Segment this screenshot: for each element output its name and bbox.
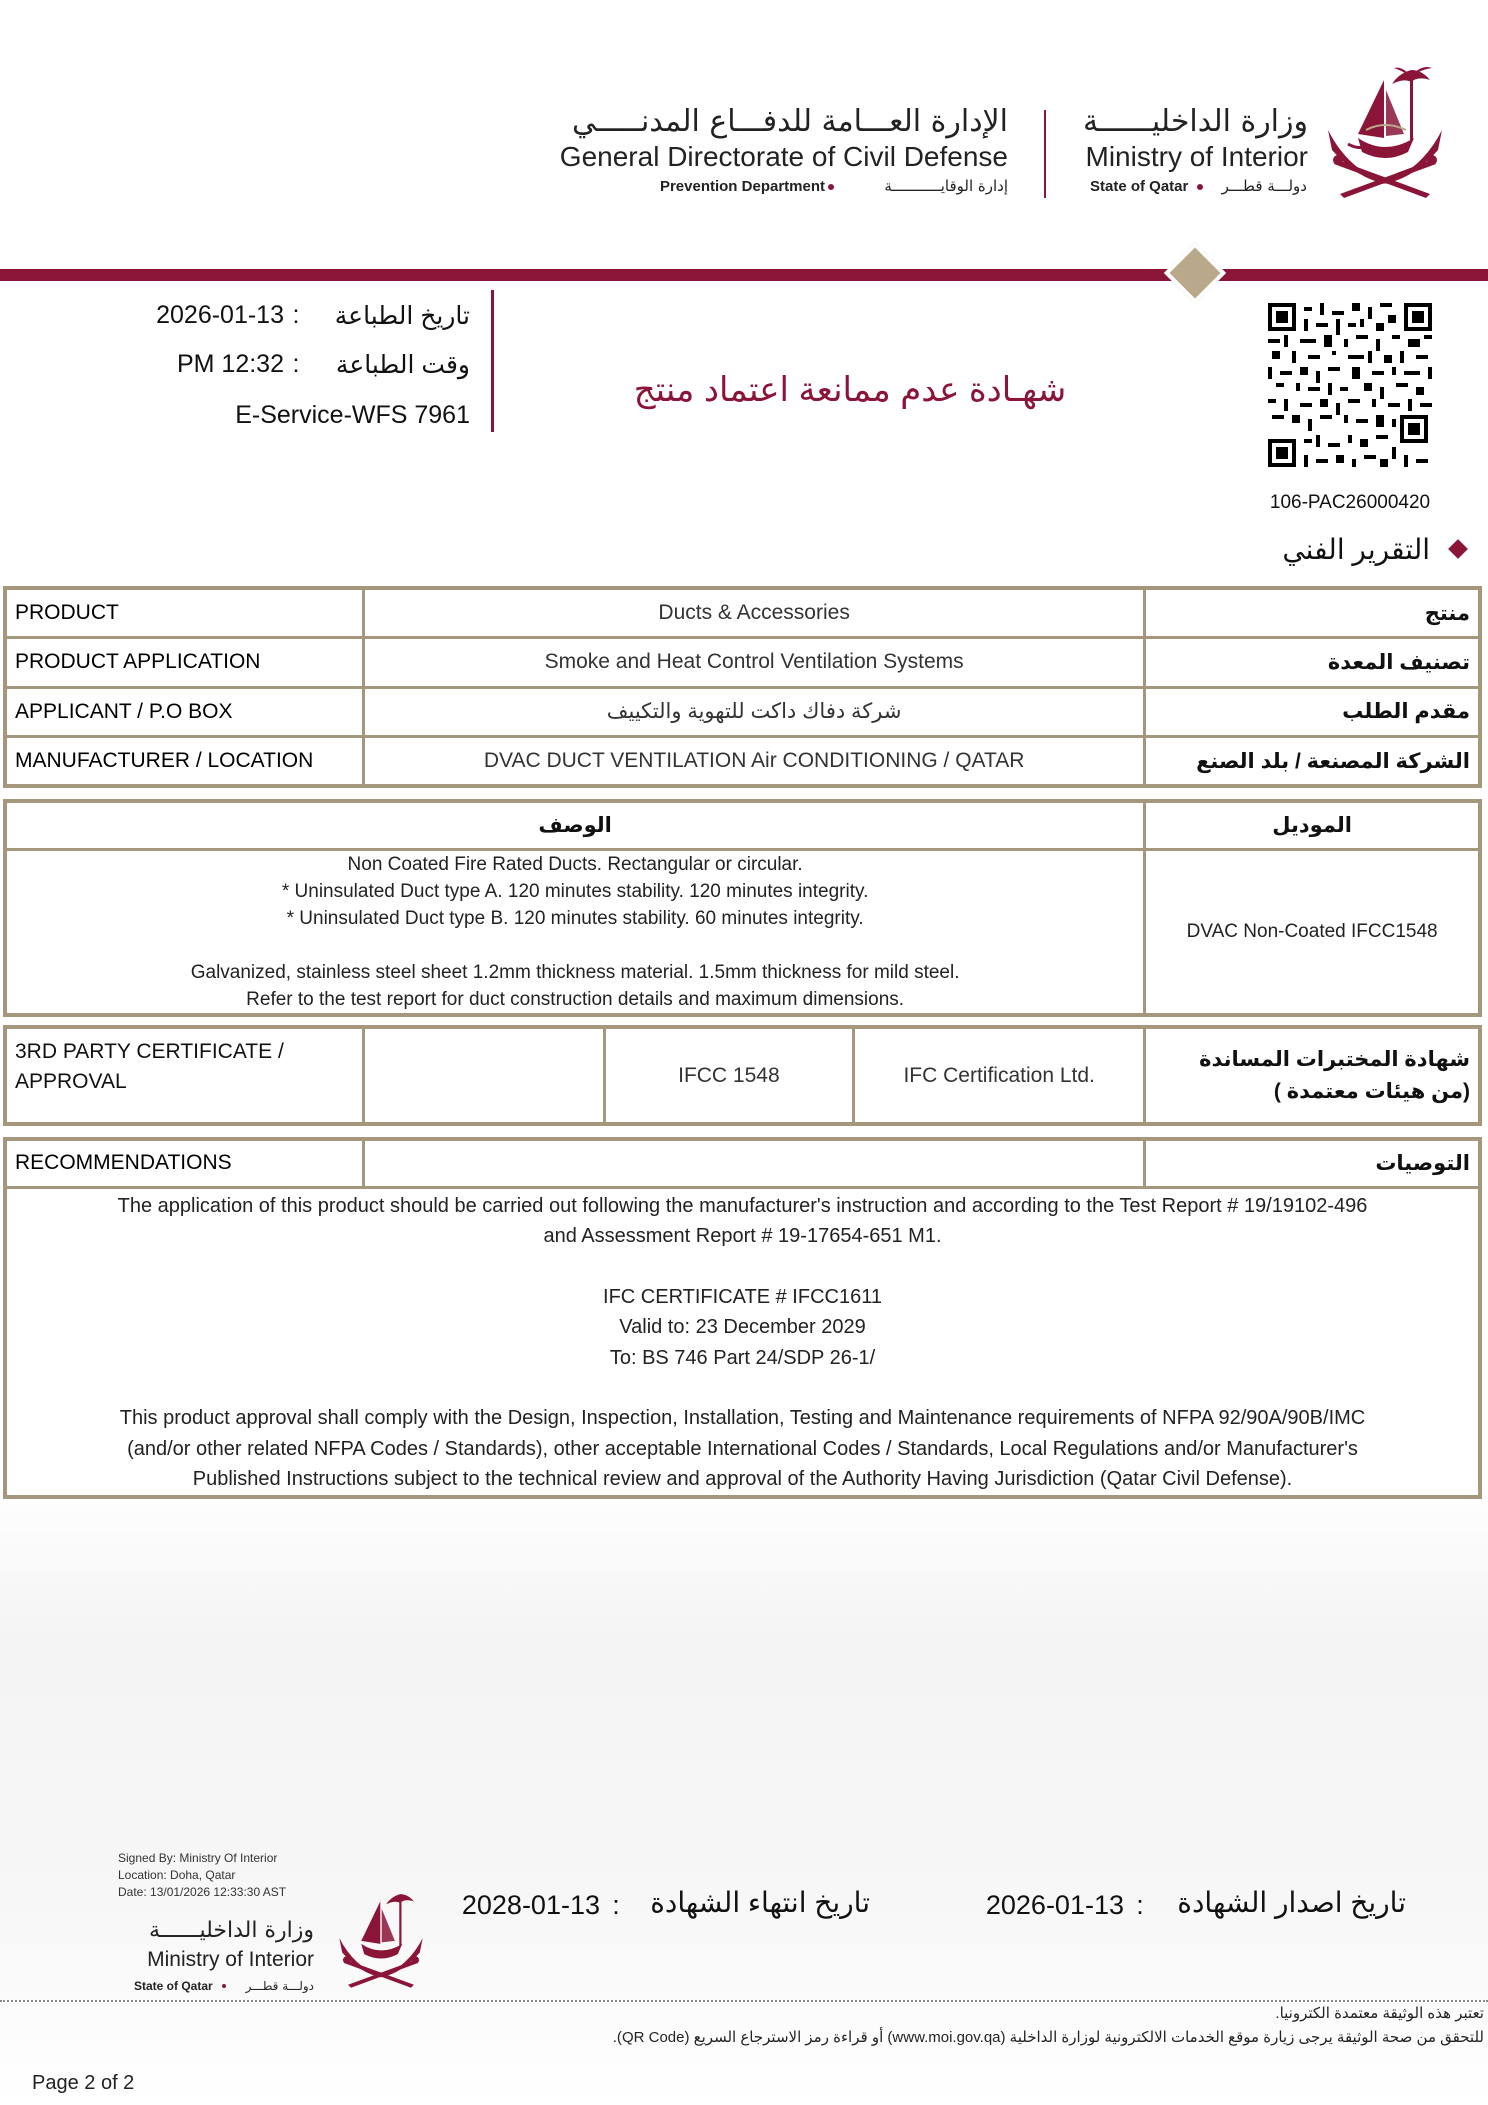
- description-line: [15, 932, 1135, 959]
- info-value: DVAC DUCT VENTILATION Air CONDITIONING / QATAR: [363, 737, 1145, 787]
- signature-location: Location: Doha, Qatar: [118, 1868, 236, 1882]
- recommendations-table: [3, 1137, 1482, 1499]
- ministry-title-ar: وزارة الداخليــــــة: [1083, 104, 1308, 139]
- third-party-cert-number: IFCC 1548: [604, 1027, 853, 1124]
- recommendation-line: [15, 1373, 1470, 1403]
- third-party-table: [3, 1025, 1482, 1126]
- recommendations-label-en: RECOMMENDATIONS: [5, 1139, 364, 1187]
- state-of-qatar-en: State of Qatar: [1090, 178, 1189, 195]
- print-date-separator: :: [292, 301, 300, 329]
- section-title: التقرير الفني: [1282, 534, 1430, 565]
- table-row: [5, 801, 1480, 849]
- verify-note: للتحقق من صحة الوثيقة يرجى زيارة موقع الخدمات الالكترونية لوزارة الداخلية (www.moi.gov.qa) أو قراءة رمز الاسترجاع السريع (QR Code).: [612, 2029, 1484, 2046]
- print-time-value: PM 12:32: [176, 350, 284, 378]
- electronic-note: تعتبر هذه الوثيقة معتمدة الكترونيا.: [1275, 2005, 1484, 2022]
- info-value: Ducts & Accessories: [363, 588, 1145, 638]
- footer-state-ar: دولـــة قطـــر: [245, 1979, 314, 1993]
- meta-divider: [491, 290, 494, 432]
- prevention-dept-ar: إدارة الوقايـــــــــــة: [884, 177, 1008, 195]
- qatar-emblem-icon: [1318, 60, 1452, 200]
- prevention-dept-en: Prevention Department: [659, 178, 825, 195]
- info-value: Smoke and Heat Control Ventilation Systems: [363, 638, 1145, 688]
- ministry-title-en: Ministry of Interior: [1085, 141, 1308, 172]
- model-value: DVAC Non-Coated IFCC1548: [1145, 849, 1480, 1015]
- print-time-label: وقت الطباعة: [335, 351, 470, 379]
- product-info-table: [3, 586, 1482, 788]
- expiry-date-label: تاريخ انتهاء الشهادة: [650, 1887, 870, 1918]
- model-header: الموديل: [1145, 801, 1480, 849]
- description-line: Refer to the test report for duct construction details and maximum dimensions.: [246, 988, 905, 1010]
- info-label-ar: منتج: [1145, 588, 1480, 638]
- recommendation-line: This product approval shall comply with the Design, Inspection, Installation, Testing and Maintenance requirements of NFPA 92/90A/90B/IMC: [119, 1407, 1366, 1430]
- header-divider: [1044, 110, 1046, 198]
- print-time-separator: :: [292, 350, 300, 378]
- table-row: [5, 1187, 1480, 1497]
- info-label-en: MANUFACTURER / LOCATION: [5, 737, 363, 787]
- description-line: * Uninsulated Duct type A. 120 minutes stability. 120 minutes integrity.: [281, 880, 869, 902]
- state-of-qatar-ar: دولـــة قطـــر: [1221, 177, 1307, 195]
- band-diamond: [1164, 242, 1226, 304]
- info-label-en: APPLICANT / P.O BOX: [5, 687, 363, 737]
- expiry-date-value: 2028-01-13: [461, 1890, 600, 1920]
- issue-date-label: تاريخ اصدار الشهادة: [1177, 1887, 1406, 1918]
- table-row: [5, 849, 1480, 1015]
- service-reference: E-Service-WFS 7961: [235, 401, 470, 429]
- footer-state-en: State of Qatar: [134, 1979, 213, 1993]
- info-label-en: PRODUCT APPLICATION: [5, 638, 363, 688]
- recommendation-line: and Assessment Report # 19-17654-651 M1.: [543, 1225, 942, 1248]
- table-row: [5, 687, 1480, 737]
- page-number: Page 2 of 2: [32, 2072, 135, 2094]
- expiry-date-separator: :: [612, 1890, 620, 1920]
- table-row: [5, 1027, 1480, 1124]
- info-label-en: PRODUCT: [5, 588, 363, 638]
- recommendation-line: Published Instructions subject to the technical review and approval of the Authority Having Jurisdiction (Qatar Civil Defense).: [192, 1468, 1293, 1491]
- footer-emblem-icon: [332, 1884, 430, 1992]
- recommendation-line: [15, 1252, 1470, 1282]
- separator-dot: [1197, 184, 1203, 190]
- separator-dot: [222, 1984, 226, 1988]
- recommendations-empty-cell: [364, 1139, 1145, 1187]
- issue-date-value: 2026-01-13: [985, 1890, 1124, 1920]
- footer-ministry-ar: وزارة الداخليــــــة: [149, 1918, 314, 1943]
- third-party-label-line: APPROVAL: [15, 1070, 127, 1093]
- description-cell: [5, 849, 1145, 1015]
- table-row: [5, 638, 1480, 688]
- description-line: Galvanized, stainless steel sheet 1.2mm thickness material. 1.5mm thickness for mild steel.: [190, 961, 960, 983]
- info-label-ar: الشركة المصنعة / بلد الصنع: [1145, 737, 1480, 787]
- recommendation-line: To: BS 746 Part 24/SDP 26-1/: [609, 1346, 876, 1369]
- recommendation-line: IFC CERTIFICATE # IFCC1611: [603, 1285, 882, 1308]
- description-line: * Uninsulated Duct type B. 120 minutes stability. 60 minutes integrity.: [286, 907, 864, 929]
- third-party-empty-cell: [363, 1027, 604, 1124]
- qr-code-icon: [1268, 303, 1432, 467]
- qr-code-number: 106-PAC26000420: [1269, 492, 1431, 513]
- issue-date-separator: :: [1136, 1890, 1144, 1920]
- third-party-label-line: شهادة المختبرات المساندة: [1199, 1047, 1470, 1071]
- signed-by: Signed By: Ministry Of Interior: [118, 1851, 278, 1865]
- description-header: الوصف: [5, 801, 1145, 849]
- footer-ministry-en: Ministry of Interior: [147, 1948, 314, 1971]
- table-row: [5, 588, 1480, 638]
- info-value: شركة دفاك داكت للتهوية والتكييف: [363, 687, 1145, 737]
- recommendation-line: Valid to: 23 December 2029: [619, 1316, 866, 1339]
- recommendations-text: [5, 1187, 1480, 1497]
- signature-date: Date: 13/01/2026 12:33:30 AST: [118, 1885, 287, 1899]
- civil-defense-title-ar: الإدارة العـــامة للدفـــاع المدنـــــي: [572, 104, 1008, 139]
- civil-defense-title-en: General Directorate of Civil Defense: [559, 141, 1008, 172]
- recommendations-label-ar: التوصيات: [1145, 1139, 1480, 1187]
- info-label-ar: مقدم الطلب: [1145, 687, 1480, 737]
- model-table: [3, 799, 1482, 1017]
- recommendation-line: (and/or other related NFPA Codes / Standards), other acceptable International Codes / Standards, Local Regulations and/or Manufacturer's: [127, 1437, 1358, 1460]
- print-date-value: 2026-01-13: [156, 301, 284, 329]
- table-row: [5, 1139, 1480, 1187]
- third-party-cert-body: IFC Certification Ltd.: [854, 1027, 1145, 1124]
- info-label-ar: تصنيف المعدة: [1145, 638, 1480, 688]
- third-party-label-en: [5, 1027, 363, 1124]
- print-date-label: تاريخ الطباعة: [334, 302, 470, 330]
- description-line: Non Coated Fire Rated Ducts. Rectangular or circular.: [347, 853, 803, 875]
- third-party-label-ar: [1145, 1027, 1480, 1124]
- third-party-label-line: 3RD PARTY CERTIFICATE /: [15, 1040, 284, 1063]
- footer-divider: [0, 2000, 1488, 2002]
- certificate-title: شهـادة عدم ممانعة اعتماد منتج: [633, 371, 1067, 409]
- table-row: [5, 737, 1480, 787]
- third-party-label-line: (من هيئات معتمدة ): [1273, 1079, 1470, 1103]
- separator-dot: [828, 184, 834, 190]
- recommendation-line: The application of this product should be carried out following the manufacturer's instruction and according to the Test Report # 19/19102-496: [117, 1194, 1368, 1217]
- section-diamond-icon: [1448, 539, 1468, 559]
- header-band: [0, 269, 1488, 281]
